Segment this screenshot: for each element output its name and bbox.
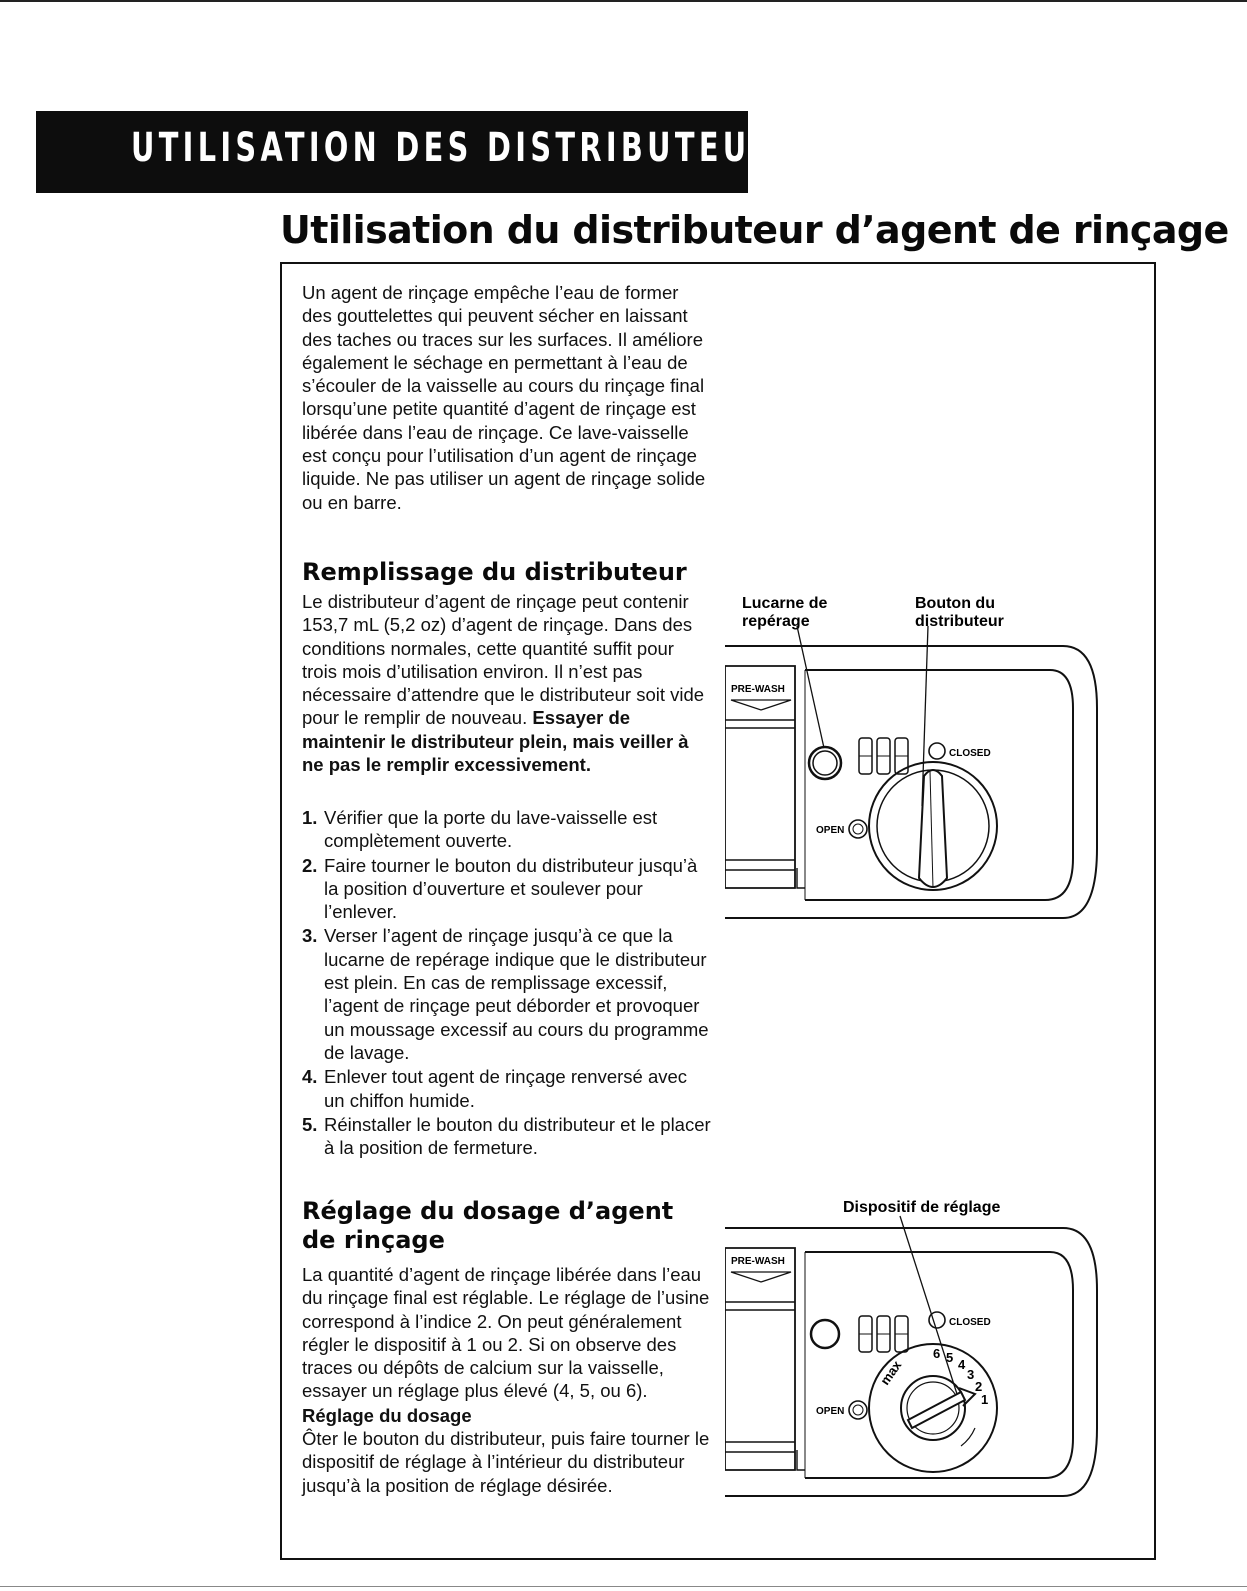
step-number: 2. xyxy=(302,854,318,876)
step-text: Enlever tout agent de rinçage renversé avec un chiffon humide. xyxy=(324,1066,688,1111)
dial-number-2: 2 xyxy=(975,1379,983,1394)
section-banner-title: UTILISATION DES DISTRIBUTEURS xyxy=(131,125,803,171)
prewash-arrow-icon xyxy=(731,1272,791,1282)
open-indicator-icon xyxy=(849,1401,867,1419)
label-knob-1: Bouton du xyxy=(915,595,995,612)
dispenser-knob-icon xyxy=(869,762,997,890)
step-text: Verser l’agent de rinçage jusqu’à ce que la lucarne de repérage indique que le distributeur est plein. En cas de remplissage excessif, l’agent de rinçage peut déborder et provoquer un moussage excessif au cours du programme de lavage. xyxy=(324,925,709,1063)
step-number: 1. xyxy=(302,807,318,828)
label-sight-window-2: repérage xyxy=(742,613,810,630)
dispenser-outline xyxy=(725,1228,1097,1496)
label-adjuster: Dispositif de réglage xyxy=(843,1199,1001,1216)
fill-body-text: Le distributeur d’agent de rinçage peut contenir 153,7 mL (5,2 oz) d’agent de rinçage. Dans des conditions normales, cette quantité suffit pour trois mois d’utilisation environ. Il n’est pas nécessaire d’attendre que le distributeur soit vide pour le remplir de nouveau. xyxy=(302,591,705,729)
sight-window-leader xyxy=(797,626,824,748)
level-indicator-icon xyxy=(859,738,908,774)
adjuster-figure xyxy=(725,1196,1125,1526)
top-rule xyxy=(0,0,1247,2)
fill-heading: Remplissage du distributeur xyxy=(302,558,687,586)
dose-subheading: Réglage du dosage xyxy=(302,1404,472,1426)
dispenser-illustration xyxy=(725,588,1125,948)
adjuster-leader xyxy=(900,1216,957,1394)
label-sight-window-1: Lucarne de xyxy=(742,595,828,612)
dispenser-figure xyxy=(725,588,1125,948)
intro-text: Un agent de rinçage empêche l’eau de former des gouttelettes qui peuvent sécher en laissant des taches ou traces sur les surfaces. Il améliore également le séchage en permettant à l’eau de s’écouler de la vaisselle au cours du rinçage final lorsqu’une petite quantité d’agent de rinçage est libérée dans l’eau de rinçage. Ce lave-vaisselle est conçu pour l’utilisation d’un agent de rinçage liquide. Ne pas utiliser un agent de rinçage solide ou en barre. xyxy=(302,282,706,513)
prewash-label: PRE-WASH xyxy=(731,684,785,695)
step-text: Réinstaller le bouton du distributeur et le placer à la position de fermeture. xyxy=(324,1113,711,1159)
level-indicator-icon xyxy=(859,1316,908,1352)
dose-paragraph xyxy=(302,1263,712,1497)
closed-label: CLOSED xyxy=(949,748,991,759)
list-item xyxy=(302,854,712,924)
step-text: Vérifier que la porte du lave-vaisselle est complètement ouverte. xyxy=(324,807,658,852)
dial-number-6: 6 xyxy=(933,1346,941,1361)
closed-label: CLOSED xyxy=(949,1317,991,1328)
open-indicator-icon xyxy=(849,820,867,838)
step-number: 5. xyxy=(302,1113,318,1135)
step-text: Faire tourner le bouton du distributeur jusqu’à la position d’ouverture et soulever pour l’enlever. xyxy=(324,854,698,923)
closed-indicator-icon xyxy=(929,743,945,759)
dose-subbody-text: Ôter le bouton du distributeur, puis faire tourner le dispositif de réglage à l’intérieur du distributeur jusqu’à la position de réglage désirée. xyxy=(302,1428,710,1496)
open-label: OPEN xyxy=(816,825,845,836)
prewash-label: PRE-WASH xyxy=(731,1256,785,1267)
list-item xyxy=(302,1065,712,1112)
step-number: 4. xyxy=(302,1066,318,1088)
prewash-arrow-icon xyxy=(731,700,791,710)
dial-number-5: 5 xyxy=(946,1350,954,1365)
list-item xyxy=(302,1113,712,1160)
intro-paragraph xyxy=(302,281,712,514)
sight-window-icon xyxy=(809,747,841,779)
step-number: 3. xyxy=(302,925,318,947)
dose-heading: Réglage du dosage d’agent de rinçage xyxy=(302,1197,674,1254)
dial-max-label: max xyxy=(877,1357,905,1388)
section-banner xyxy=(36,111,803,193)
bottom-rule xyxy=(0,1586,1247,1587)
fill-warning-text: Essayer de maintenir le distributeur plein, mais veiller à ne pas le remplir excessivement. xyxy=(302,707,689,776)
dial-number-3: 3 xyxy=(967,1367,975,1382)
open-label: OPEN xyxy=(816,1406,845,1417)
dose-body-text: La quantité d’agent de rinçage libérée dans l’eau du rinçage final est réglable. Le réglage de l’usine correspond à l’indice 2. On peut généralement régler le dispositif à 1 ou 2. Si on observe des traces ou dépôts de calcium sur la vaisselle, essayer un réglage plus élevé (4, 5, ou 6). xyxy=(302,1264,710,1402)
adjuster-illustration xyxy=(725,1196,1125,1526)
dial-number-4: 4 xyxy=(958,1357,966,1372)
list-item xyxy=(302,806,712,853)
fill-steps xyxy=(302,806,712,1160)
sight-window-icon xyxy=(811,1320,839,1348)
label-knob-2: distributeur xyxy=(915,613,1004,630)
list-item xyxy=(302,924,712,1064)
dial-number-1: 1 xyxy=(981,1392,989,1407)
fill-paragraph xyxy=(302,590,712,776)
page-title: Utilisation du distributeur d’agent de rinçage xyxy=(280,208,1229,252)
